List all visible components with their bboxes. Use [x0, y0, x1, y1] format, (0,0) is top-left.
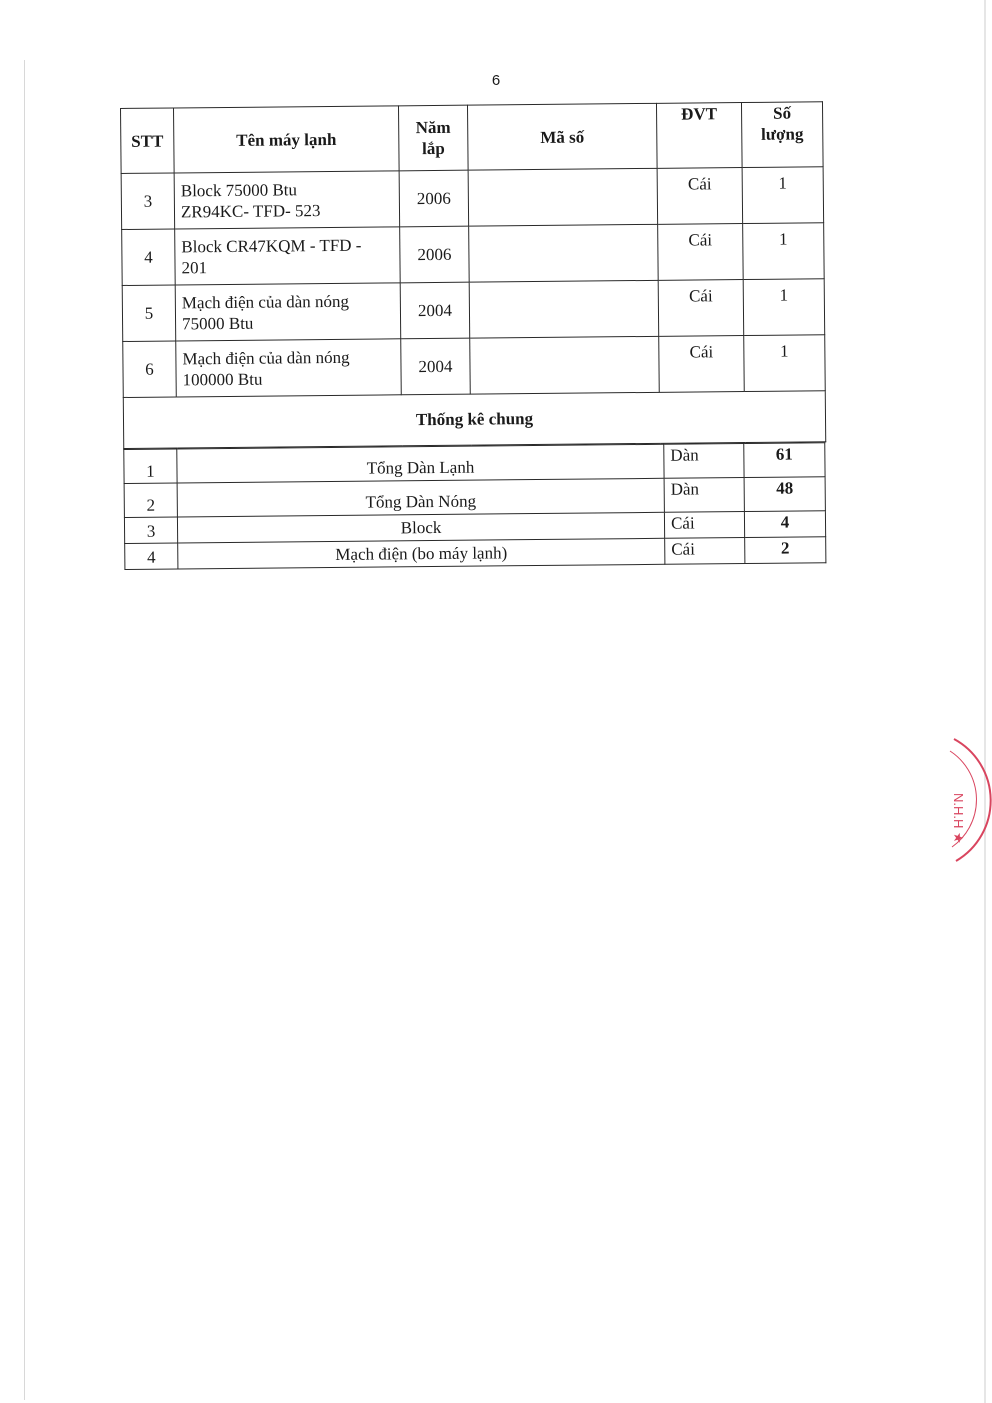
header-code: Mã số [467, 103, 657, 170]
row-qty: 1 [744, 335, 826, 392]
row-name-line2: 100000 Btu [182, 369, 263, 389]
summary-name: Mạch điện (bo máy lạnh) [178, 538, 665, 569]
summary-stt: 4 [125, 543, 178, 570]
row-name-line1: Block 75000 Btu [180, 179, 298, 200]
row-year: 2004 [401, 338, 471, 395]
summary-name: Block [177, 512, 664, 543]
table-row [122, 223, 825, 286]
row-name [174, 171, 400, 229]
equipment-table [120, 101, 826, 449]
row-qty: 1 [743, 279, 825, 336]
summary-qty: 48 [744, 477, 825, 512]
summary-qty: 61 [744, 443, 825, 478]
row-qty: 1 [742, 167, 824, 224]
summary-unit: Dàn [664, 444, 744, 479]
row-unit: Cái [659, 336, 745, 393]
row-name [175, 283, 401, 341]
row-name-line2: 75000 Btu [181, 313, 254, 333]
header-qty-line2: lượng [761, 124, 804, 144]
row-qty: 1 [743, 223, 825, 280]
row-stt: 4 [122, 229, 176, 286]
row-stt: 6 [123, 341, 177, 398]
header-stt: STT [121, 108, 175, 174]
scan-edge-right [984, 0, 986, 1403]
header-year [398, 105, 468, 171]
summary-title: Thống kê chung [123, 391, 825, 449]
row-unit: Cái [658, 224, 744, 281]
summary-name: Tổng Dàn Lạnh [177, 444, 664, 483]
header-qty [741, 102, 823, 168]
row-name [176, 339, 402, 397]
row-name-line2: ZR94KC- TFD- 523 [180, 200, 321, 221]
scan-edge-left [24, 60, 25, 1400]
header-year-line1: Năm [415, 117, 451, 138]
summary-unit: Dàn [664, 478, 744, 513]
row-code [469, 280, 659, 338]
row-name [175, 227, 401, 285]
row-name-line1: Mạch điện của dàn nóng [182, 347, 350, 368]
row-stt: 5 [122, 285, 176, 342]
summary-qty: 2 [745, 537, 826, 564]
summary-row [125, 537, 826, 570]
header-qty-line1: Số [773, 103, 792, 123]
table-row [123, 335, 826, 398]
summary-stt: 3 [124, 517, 177, 544]
summary-name: Tổng Dàn Nóng [177, 478, 664, 517]
summary-unit: Cái [665, 538, 745, 565]
equipment-table-wrapper [120, 101, 827, 570]
page-number: 6 [491, 72, 501, 89]
row-name-line1: Mạch điện của dàn nóng [181, 291, 350, 312]
summary-stt: 1 [124, 449, 177, 484]
summary-qty: 4 [744, 511, 825, 538]
summary-unit: Cái [664, 512, 744, 539]
summary-title-row [123, 391, 825, 449]
summary-stt: 2 [124, 483, 177, 518]
row-code [468, 168, 658, 226]
row-year: 2006 [400, 226, 470, 283]
header-name: Tên máy lạnh [174, 106, 400, 173]
row-stt: 3 [121, 173, 175, 230]
row-name-line1: Block CR47KQM - TFD - [181, 235, 362, 256]
red-seal-stamp-fragment [948, 735, 992, 865]
header-year-line2: lắp [421, 138, 445, 159]
table-row [121, 167, 824, 230]
row-code [469, 224, 659, 282]
row-name-line2: 201 [181, 257, 208, 277]
table-row [122, 279, 825, 342]
table-header-row [121, 102, 824, 174]
stamp-text: N.H.H ★ [951, 793, 966, 844]
row-unit: Cái [658, 280, 744, 337]
row-unit: Cái [657, 168, 743, 225]
summary-table [123, 442, 826, 570]
header-unit: ĐVT [656, 103, 742, 169]
row-year: 2004 [400, 282, 470, 339]
row-code [470, 336, 660, 394]
row-year: 2006 [399, 170, 469, 227]
